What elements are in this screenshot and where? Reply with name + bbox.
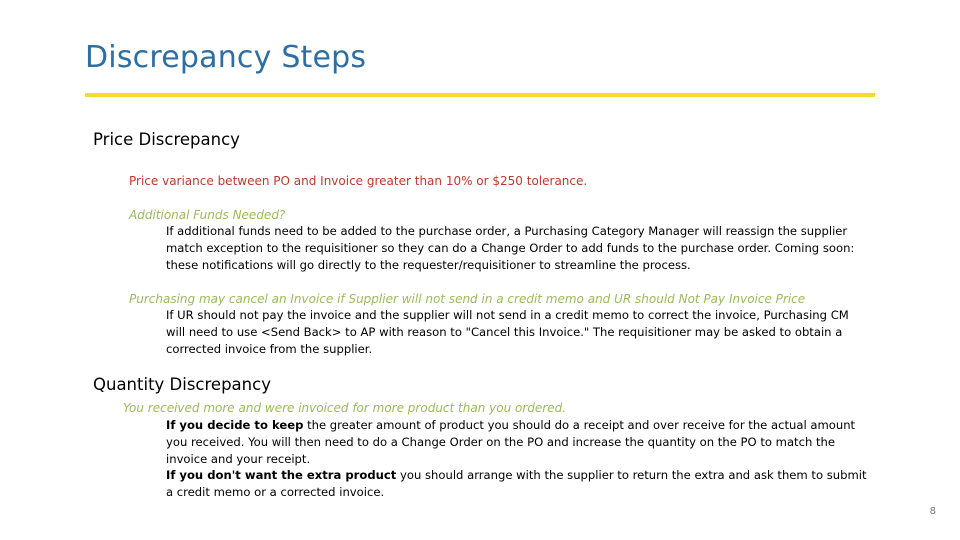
price-discrepancy-heading: Price Discrepancy [93, 130, 240, 149]
return-product-text: you should arrange with the supplier to return the extra and ask them to submit a credit memo or a corrected invoice. [166, 468, 867, 500]
quantity-details [166, 417, 871, 501]
title-underline [85, 93, 875, 97]
additional-funds-label: Additional Funds Needed? [129, 208, 286, 222]
return-product-bold: If you don't want the extra product [166, 468, 397, 483]
return-product-paragraph [166, 467, 871, 501]
keep-product-paragraph [166, 417, 871, 467]
cancel-invoice-label: Purchasing may cancel an Invoice if Supplier will not send in a credit memo and UR should Not Pay Invoice Price [129, 292, 806, 306]
cancel-invoice-text: If UR should not pay the invoice and the supplier will not send in a credit memo to correct the invoice, Purchasing CM will need to use <Send Back> to AP with reason to "Cancel this Invoice." The requisitioner may be asked to obtain a corrected invoice from the supplier. [166, 308, 849, 356]
additional-funds-text: If additional funds need to be added to the purchase order, a Purchasing Category Manager will reassign the supplier match exception to the requisitioner so they can do a Change Order to add funds to the purchase order. Coming soon: these notifications will go directly to the requester/requisitioner to streamline the process. [166, 224, 855, 272]
page-number: 8 [929, 506, 936, 517]
price-variance-text: Price variance between PO and Invoice greater than 10% or $250 tolerance. [129, 174, 588, 188]
keep-product-bold: If you decide to keep [166, 418, 304, 432]
keep-product-text: the greater amount of product you should do a receipt and over receive for the actual amount you received. You will then need to do a Change Order on the PO and increase the quantity on the PO to match the invoice and your receipt. [166, 418, 856, 466]
quantity-discrepancy-heading: Quantity Discrepancy [93, 375, 271, 394]
page-title: Discrepancy Steps [85, 40, 367, 75]
quantity-received-label: You received more and were invoiced for more product than you ordered. [123, 401, 567, 415]
